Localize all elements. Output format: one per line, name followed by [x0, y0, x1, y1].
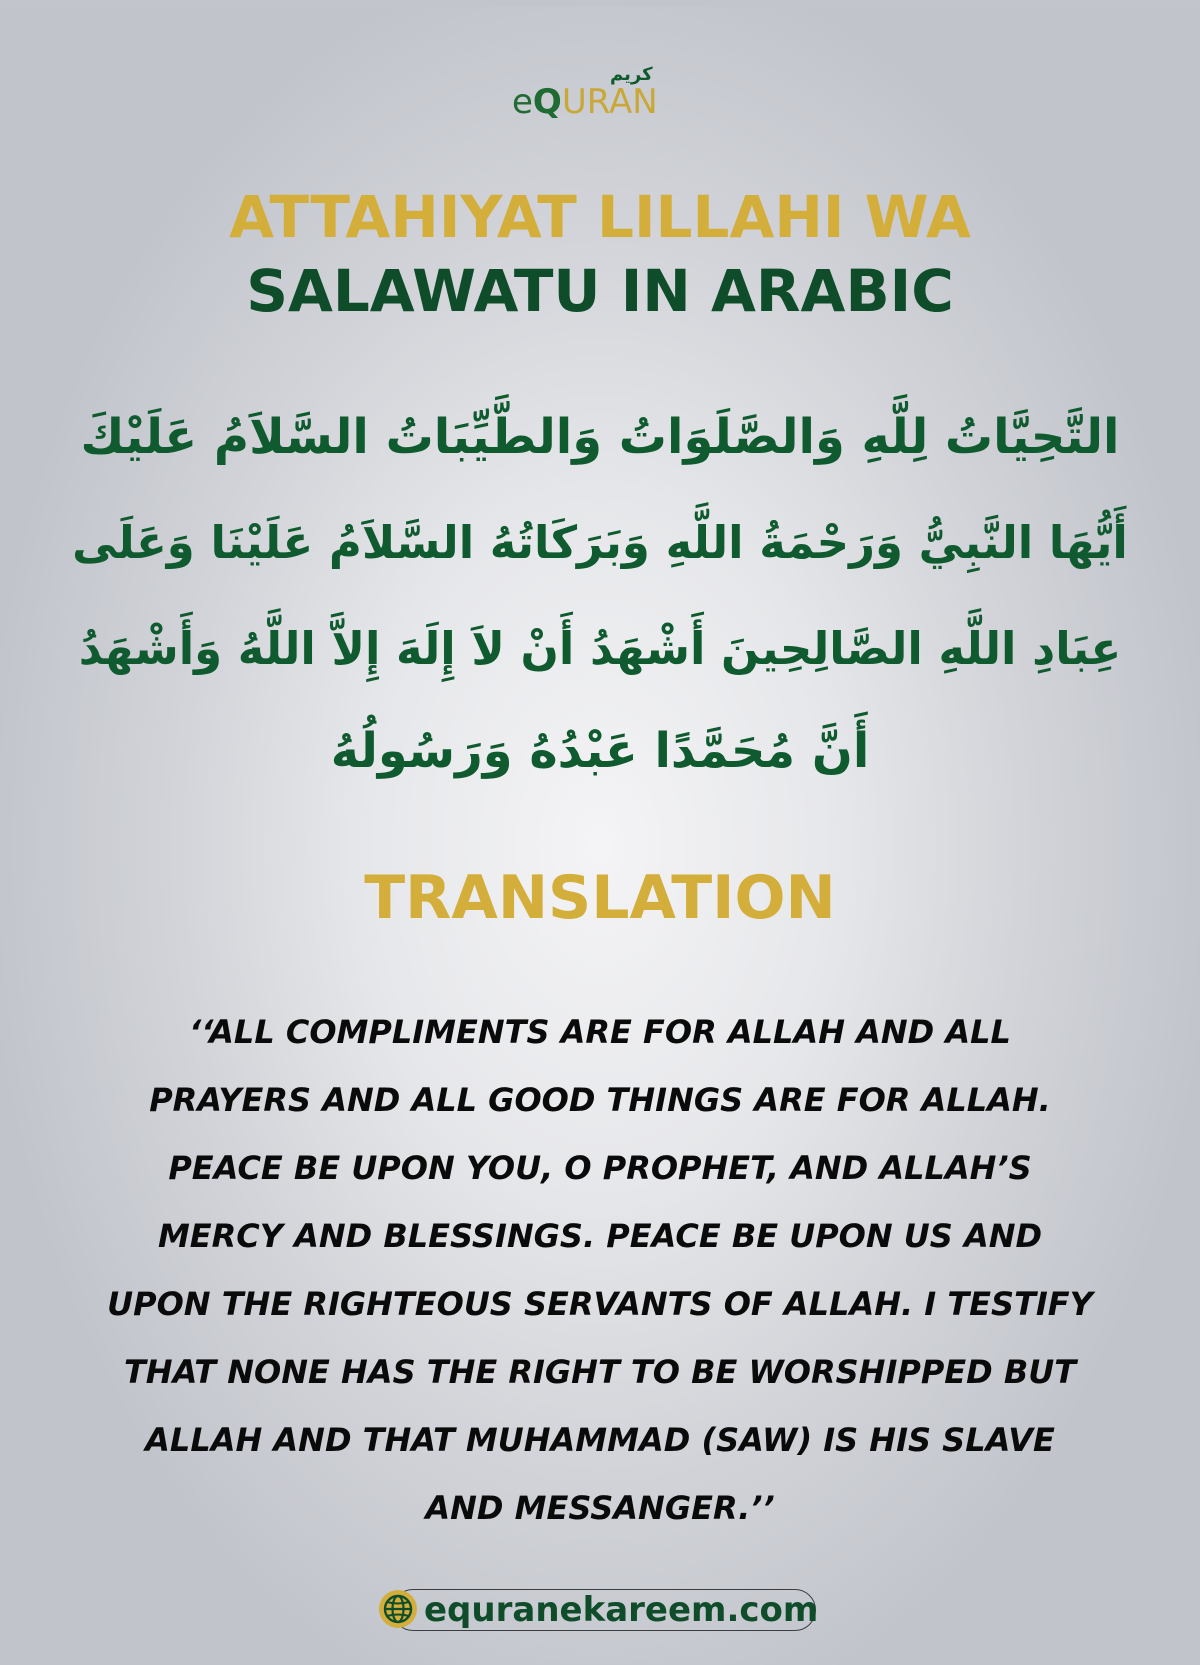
translation-line-1: ‘‘ALL COMPLIMENTS ARE FOR ALLAH AND ALL [189, 1013, 1011, 1051]
equran-logo [510, 64, 690, 134]
translation-line-4: MERCY AND BLESSINGS. PEACE BE UPON US AND [157, 1217, 1043, 1255]
website-link[interactable]: equranekareem.com [424, 1590, 819, 1630]
translation-line-2: PRAYERS AND ALL GOOD THINGS ARE FOR ALLAH. [149, 1081, 1051, 1119]
title-line-2: SALAWATU IN ARABIC [246, 257, 954, 325]
arabic-line-1: التَّحِيَّاتُ لِلَّهِ وَالصَّلَوَاتُ وَالطَّيِّبَاتُ السَّلاَمُ عَلَيْكَ [80, 409, 1120, 465]
page [0, 6, 1200, 1665]
globe-icon [378, 1589, 418, 1629]
logo-arabic-word: كريم [610, 64, 653, 85]
translation-line-3: PEACE BE UPON YOU, O PROPHET, AND ALLAH’S [168, 1149, 1032, 1187]
translation-heading: TRANSLATION [364, 863, 836, 933]
translation-line-8: AND MESSANGER.’’ [425, 1489, 775, 1527]
arabic-line-2: أَيُّهَا النَّبِيُّ وَرَحْمَةُ اللَّهِ وَبَرَكَاتُهُ السَّلاَمُ عَلَيْنَا وَعَلَى [72, 516, 1128, 569]
logo-prefix: e [512, 82, 533, 122]
title-line-1: ATTAHIYAT LILLAHI WA [229, 183, 971, 251]
translation-line-6: THAT NONE HAS THE RIGHT TO BE WORSHIPPED BUT [123, 1353, 1077, 1391]
website-badge[interactable] [378, 1585, 818, 1635]
logo-rest: URAN [561, 82, 658, 122]
translation-line-5: UPON THE RIGHTEOUS SERVANTS OF ALLAH. I TESTIFY [107, 1285, 1093, 1323]
logo-q: Q [532, 82, 562, 122]
arabic-line-3: عِبَادِ اللَّهِ الصَّالِحِينَ أَشْهَدُ أَنْ لاَ إِلَهَ إِلاَّ اللَّهُ وَأَشْهَدُ [78, 622, 1122, 675]
logo-wordmark [512, 82, 658, 122]
translation-line-7: ALLAH AND THAT MUHAMMAD (SAW) IS HIS SLAVE [145, 1421, 1055, 1459]
arabic-line-4: أَنَّ مُحَمَّدًا عَبْدُهُ وَرَسُولُهُ [330, 723, 870, 779]
